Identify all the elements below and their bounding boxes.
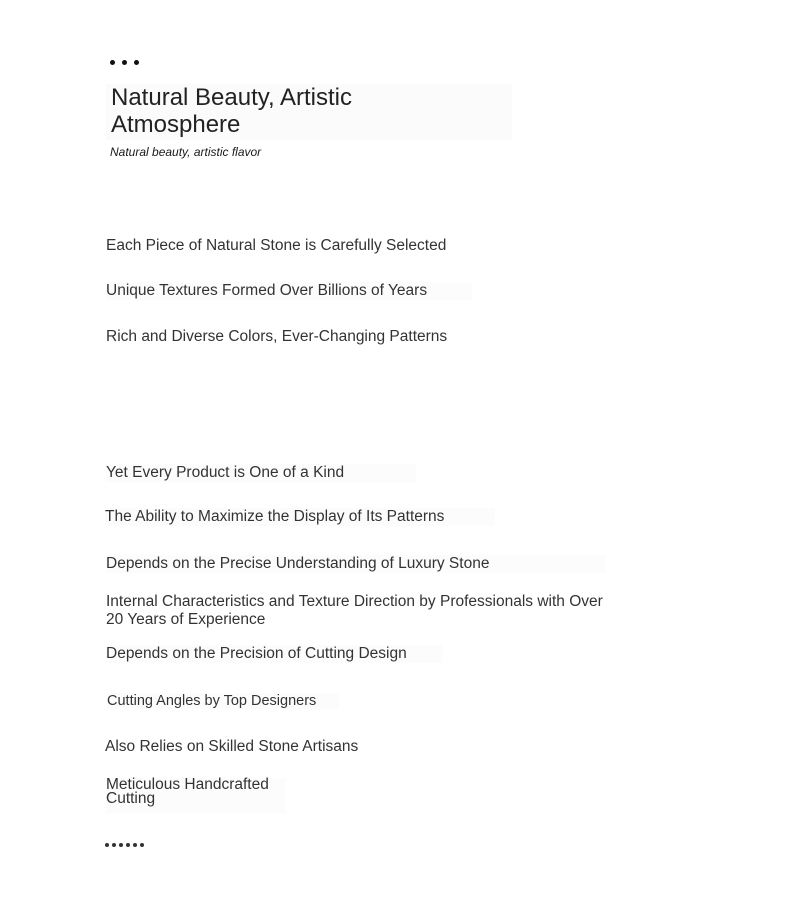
text-line: Also Relies on Skilled Stone Artisans: [105, 738, 359, 755]
text-line: Rich and Diverse Colors, Ever-Changing Patterns: [106, 328, 448, 345]
text-line: Cutting Angles by Top Designers: [107, 693, 339, 709]
ellipsis-icon: [110, 60, 139, 65]
text-line: Meticulous Handcrafted Cutting: [106, 778, 286, 814]
text-line: Yet Every Product is One of a Kind: [106, 464, 416, 482]
more-icon: [105, 843, 144, 847]
text-line: Internal Characteristics and Texture Direction by Professionals with Over 20 Years of Experience: [106, 593, 603, 628]
text-line: Depends on the Precise Understanding of Luxury Stone: [106, 555, 606, 573]
text-line: Unique Textures Formed Over Billions of Years: [106, 282, 472, 300]
text-line: Depends on the Precision of Cutting Design: [106, 645, 442, 663]
text-line: The Ability to Maximize the Display of Its Patterns: [105, 508, 495, 526]
page-title: Natural Beauty, Artistic Atmosphere: [111, 84, 352, 138]
text-line: Each Piece of Natural Stone is Carefully Selected: [106, 237, 447, 254]
page-subtitle: Natural beauty, artistic flavor: [110, 145, 262, 159]
